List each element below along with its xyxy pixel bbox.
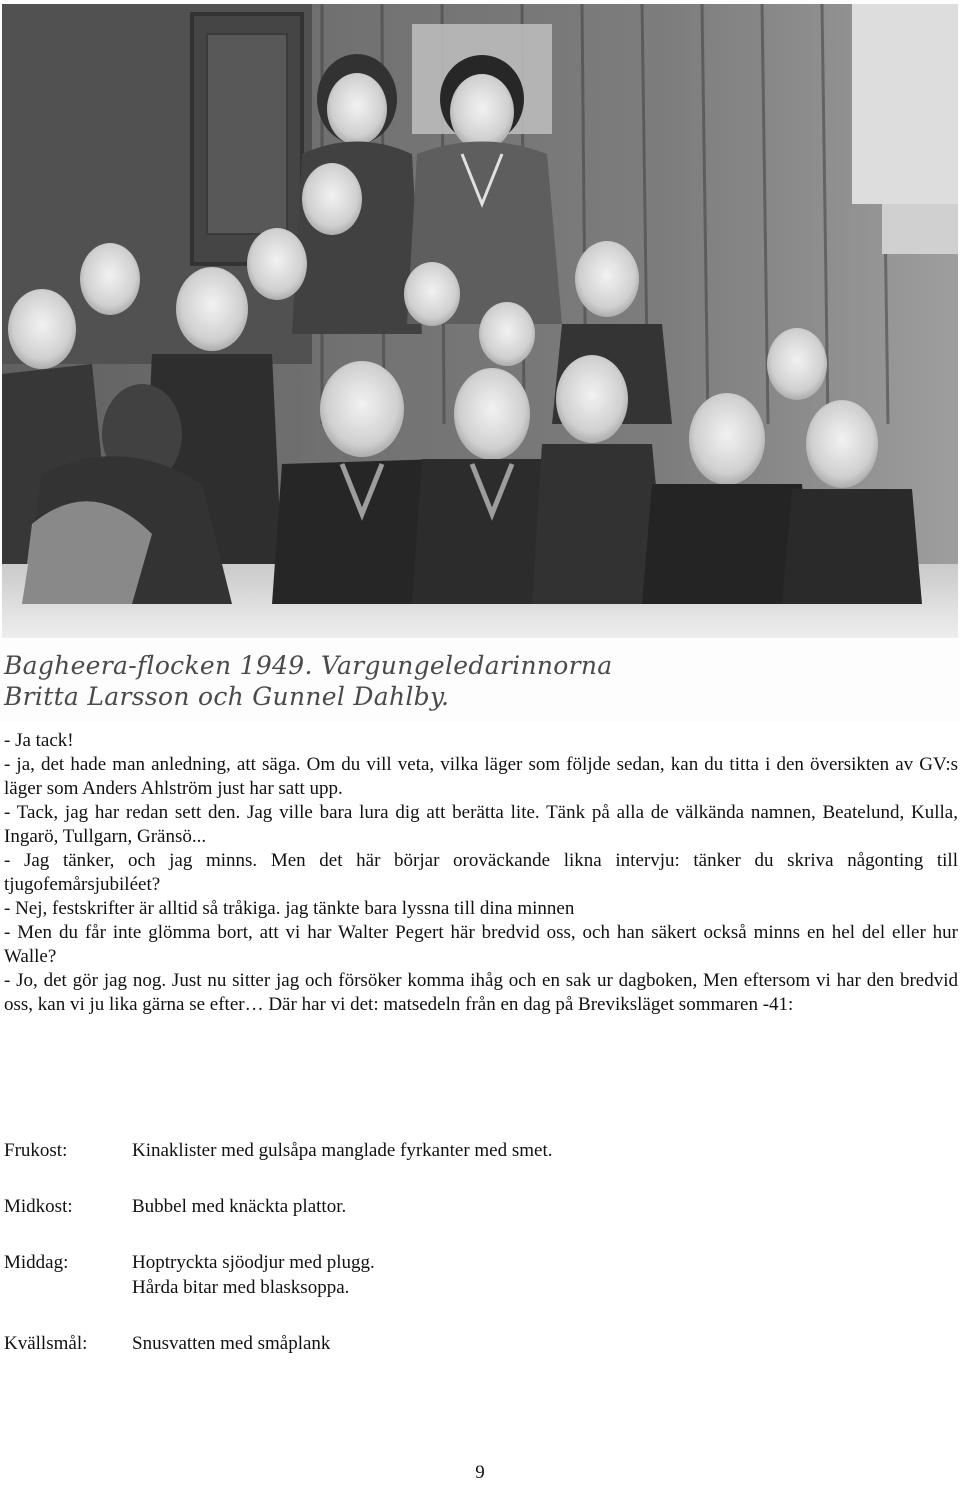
paragraph-1: - Ja tack! — [4, 730, 74, 751]
dish-line: Hoptryckta sjöodjur med plugg. — [132, 1252, 375, 1273]
meal-dish — [132, 1138, 904, 1163]
photo-block — [0, 0, 960, 722]
menu-row-middag — [4, 1250, 904, 1300]
photo-caption — [4, 650, 704, 712]
meal-label: Midkost: — [4, 1196, 73, 1217]
paragraph-4: - Jag tänker, och jag minns. Men det här börjar oroväckande likna intervju: tänker du skriva någonting till tjugofemårsjubiléet? — [4, 850, 958, 895]
paragraph-5: - Nej, festskrifter är alltid så tråkiga. jag tänkte bara lyssna till dina minnen — [4, 898, 575, 919]
page-number: 9 — [475, 1462, 485, 1483]
paragraph-7: - Jo, det gör jag nog. Just nu sitter jag och försöker komma ihåg och en sak ur dagboken, Men eftersom vi har den bredvid oss, kan vi ju lika gärna se efter… Där har vi det: matsedeln från en dag på Breviksläget sommaren -41: — [4, 970, 958, 1015]
paragraph-2: - ja, det hade man anledning, att säga. Om du vill veta, vilka läger som följde sedan, kan du titta i den översikten av GV:s läger som Anders Ahlström just har satt upp. — [4, 754, 958, 799]
meal-label: Kvällsmål: — [4, 1333, 88, 1354]
dish-line: Snusvatten med småplank — [132, 1333, 331, 1354]
dish-line: Kinaklister med gulsåpa manglade fyrkanter med smet. — [132, 1140, 553, 1161]
meal-dish — [132, 1250, 904, 1300]
camp-menu — [4, 1138, 904, 1387]
menu-row-midkost — [4, 1194, 904, 1219]
photo-caption-line-2: Britta Larsson och Gunnel Dahlby. — [4, 682, 450, 711]
photo-caption-line-1: Bagheera-flocken 1949. Vargungeledarinnorna — [4, 651, 613, 680]
dialogue-text — [4, 729, 958, 1017]
group-photo-image — [2, 4, 958, 638]
paragraph-6: - Men du får inte glömma bort, att vi har Walter Pegert här bredvid oss, och han säkert också minns en hel del eller hur Walle? — [4, 922, 958, 967]
meal-dish — [132, 1194, 904, 1219]
dish-line: Bubbel med knäckta plattor. — [132, 1196, 347, 1217]
menu-row-kvallsmal — [4, 1331, 904, 1356]
meal-dish — [132, 1331, 904, 1356]
meal-label: Frukost: — [4, 1140, 68, 1161]
meal-label: Middag: — [4, 1252, 69, 1273]
menu-row-frukost — [4, 1138, 904, 1163]
dish-line: Hårda bitar med blasksoppa. — [132, 1277, 350, 1298]
paragraph-3: - Tack, jag har redan sett den. Jag ville bara lura dig att berätta lite. Tänk på alla de välkända namnen, Beatelund, Kulla, Ingarö, Tullgarn, Gränsö... — [4, 802, 958, 847]
group-photo — [2, 4, 958, 638]
